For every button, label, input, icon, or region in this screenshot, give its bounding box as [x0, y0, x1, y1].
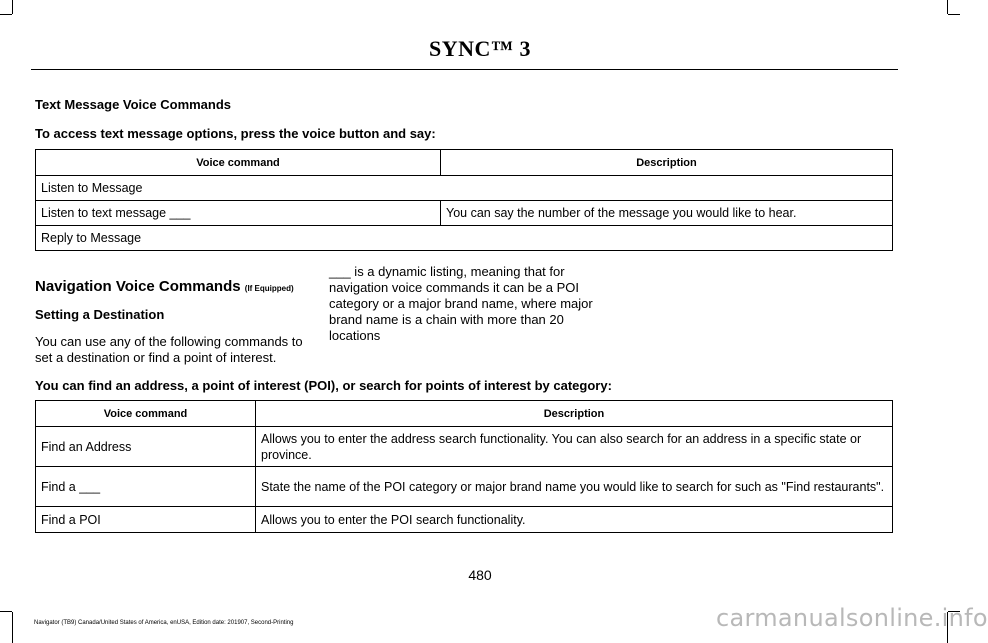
column-header-voice-command: Voice command — [36, 401, 256, 427]
table-row — [36, 427, 893, 467]
voice-command-cell: Find a POI — [36, 507, 256, 533]
table-row — [36, 507, 893, 533]
page-header-title: SYNC™ 3 — [429, 36, 531, 61]
description-cell: State the name of the POI category or major brand name you would like to search for such as "Find restaurants". — [256, 467, 893, 507]
watermark: carmanualsonline.info — [716, 604, 988, 632]
column-header-description: Description — [441, 150, 893, 176]
table-header-row — [36, 401, 893, 427]
column-header-voice-command: Voice command — [36, 150, 441, 176]
crop-mark — [947, 0, 948, 14]
page-number: 480 — [468, 567, 492, 583]
dynamic-listing-note: ___ is a dynamic listing, meaning that for navigation voice commands it can be a POI category or a major brand name, where major brand name is a chain with more than 20 locations — [329, 264, 593, 343]
text-message-intro: To access text message options, press the voice button and say: — [35, 126, 436, 141]
description-cell: Allows you to enter the POI search functionality. — [256, 507, 893, 533]
navigation-heading-text: Navigation Voice Commands — [35, 278, 241, 295]
text-message-heading: Text Message Voice Commands — [35, 97, 232, 112]
text-message-commands-table — [35, 149, 893, 251]
if-equipped-note: (If Equipped) — [244, 284, 294, 293]
crop-mark — [0, 14, 12, 15]
table-row — [36, 467, 893, 507]
setting-destination-heading: Setting a Destination — [35, 307, 165, 322]
crop-mark — [12, 0, 13, 14]
footer-edition-info: Navigator (TB9) Canada/United States of America, enUSA, Edition date: 201907, Second-Printing — [34, 620, 294, 626]
voice-command-cell: Find an Address — [36, 427, 256, 467]
voice-command-cell: Listen to text message ___ — [36, 201, 441, 226]
description-cell: Allows you to enter the address search functionality. You can also search for an address in a specific state or province. — [256, 427, 893, 467]
table-row — [36, 226, 893, 251]
table-row — [36, 201, 893, 226]
description-cell: You can say the number of the message you would like to hear. — [441, 201, 893, 226]
column-header-description: Description — [256, 401, 893, 427]
voice-command-cell: Listen to Message — [36, 176, 893, 201]
table-row — [36, 176, 893, 201]
voice-command-cell: Find a ___ — [36, 467, 256, 507]
table-header-row — [36, 150, 893, 176]
navigation-heading — [35, 278, 294, 298]
navigation-commands-table — [35, 400, 893, 533]
header-divider — [31, 69, 898, 70]
crop-mark — [12, 612, 13, 643]
crop-mark — [0, 611, 12, 612]
voice-command-cell: Reply to Message — [36, 226, 893, 251]
setting-destination-body: You can use any of the following commands to set a destination or find a point of interest. — [35, 334, 303, 365]
crop-mark — [948, 14, 960, 15]
navigation-intro: You can find an address, a point of interest (POI), or search for points of interest by category: — [35, 378, 612, 393]
